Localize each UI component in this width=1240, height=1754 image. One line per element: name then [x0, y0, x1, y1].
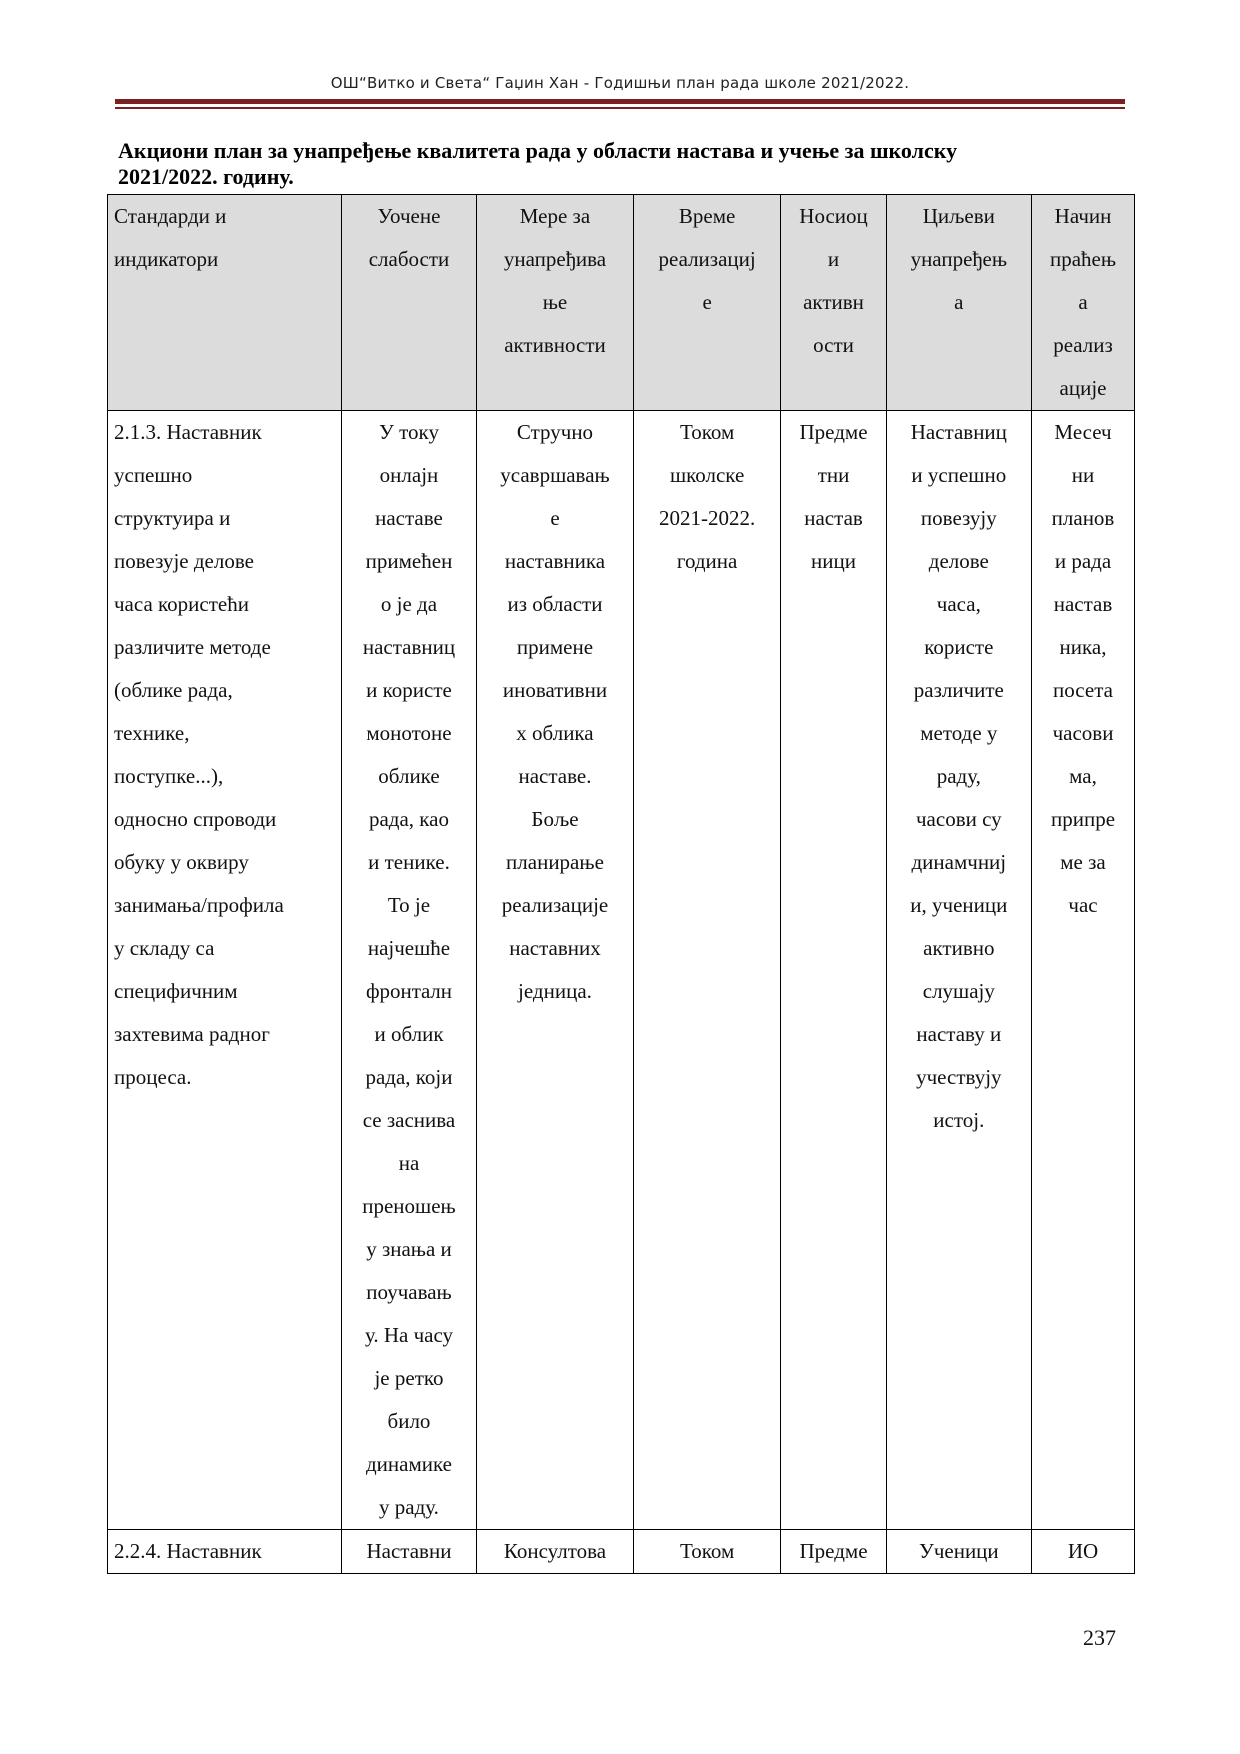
cell-line: преношењ: [362, 1194, 456, 1218]
header-cell-line: Носиоц: [799, 204, 868, 228]
header-cell-improvement-goals: [886, 195, 1031, 411]
cell-line: настав: [1053, 592, 1113, 616]
cell-line: часови: [1052, 721, 1114, 745]
header-cell-realization-time: [633, 195, 781, 411]
header-rule-thick: [115, 99, 1125, 104]
cell-line: занимања/профила: [114, 893, 284, 917]
cell-observed-weaknesses: [341, 411, 476, 1530]
cell-line: 2021-2022.: [658, 506, 756, 530]
cell-line: иновативни: [502, 678, 608, 702]
header-cell-line: а: [1078, 290, 1088, 314]
cell-line: различите методе: [114, 635, 271, 659]
cell-line: различите: [913, 678, 1004, 702]
header-cell-line: унапређењ: [910, 247, 1008, 271]
header-cell-line: праћењ: [1049, 247, 1117, 271]
cell-line: наставу и: [916, 1022, 1002, 1046]
cell-line: (облике рада,: [114, 678, 233, 702]
cell-line: Консултова: [503, 1539, 607, 1563]
cell-line: ма,: [1069, 764, 1097, 788]
cell-line: онлајн: [379, 463, 439, 487]
cell-line: обуку у оквиру: [114, 850, 249, 874]
cell-line: настав: [804, 506, 863, 530]
cell-line: активно: [923, 936, 995, 960]
cell-line: ме за: [1060, 850, 1106, 874]
cell-line: поступке...),: [114, 764, 224, 788]
cell-line: планирање: [506, 850, 604, 874]
header-rule-thin: [115, 107, 1125, 109]
cell-line: наставе: [375, 506, 443, 530]
cell-line: у. На часу: [364, 1323, 454, 1347]
header-cell-line: и: [827, 247, 840, 271]
cell-line: наставниц: [362, 635, 456, 659]
header-cell-line: Циљеви: [922, 204, 995, 228]
cell-line: рада, као: [368, 807, 450, 831]
cell-line: Ученици: [918, 1539, 999, 1563]
cell-line: ИО: [1067, 1539, 1099, 1563]
header-cell-line: реализ: [1053, 333, 1113, 357]
cell-line: структуира и: [114, 506, 231, 530]
cell-line: у раду.: [379, 1495, 439, 1519]
cell-line: и тенике.: [368, 850, 450, 874]
cell-line: усавршавањ: [500, 463, 610, 487]
cell-line: Током: [679, 1539, 735, 1563]
cell-line: повезују: [920, 506, 997, 530]
cell-line: припре: [1050, 807, 1116, 831]
cell-line: наставних: [509, 936, 601, 960]
cell-responsible-persons: [781, 1530, 886, 1574]
header-cell-line: слабости: [368, 247, 450, 271]
header-cell-line: индикатори: [114, 247, 219, 271]
cell-line: захтевима радног: [114, 1022, 270, 1046]
cell-line: часа,: [936, 592, 981, 616]
cell-realization-time: [633, 411, 781, 1530]
header-cell-line: Време: [678, 204, 736, 228]
header-cell-line: активности: [504, 333, 606, 357]
cell-line: Предме: [799, 420, 868, 444]
cell-line: година: [676, 549, 738, 573]
table-header-row: [108, 195, 1135, 411]
cell-line: То је: [387, 893, 431, 917]
cell-line: у складу са: [114, 936, 215, 960]
header-cell-line: е: [702, 290, 712, 314]
cell-standards-indicators: [108, 411, 342, 1530]
header-cell-line: Стандарди и: [114, 204, 227, 228]
cell-line: и облик: [374, 1022, 444, 1046]
cell-line: методе у: [920, 721, 998, 745]
cell-monitoring-method: [1032, 1530, 1135, 1574]
cell-line: на: [398, 1151, 420, 1175]
header-cell-observed-weaknesses: [341, 195, 476, 411]
cell-line: истој.: [933, 1108, 985, 1132]
document-title-line-1: Акциони план за унапређење квалитета рада у области настава и учење за школску: [118, 138, 958, 163]
cell-line: е: [550, 506, 560, 530]
header-cell-line: ости: [813, 333, 854, 357]
cell-line: Предме: [799, 1539, 868, 1563]
header-cell-line: активн: [803, 290, 864, 314]
cell-line: наставе.: [518, 764, 592, 788]
cell-line: примене: [516, 635, 594, 659]
cell-standards-indicators: [108, 1530, 342, 1574]
cell-line: реализације: [501, 893, 609, 917]
header-cell-line: ације: [1059, 376, 1107, 400]
cell-line: једница.: [518, 979, 592, 1003]
cell-line: х облика: [516, 721, 594, 745]
cell-line: динамике: [365, 1452, 452, 1476]
header-cell-line: Мере за: [519, 204, 591, 228]
header-cell-improvement-measures: [477, 195, 634, 411]
cell-line: и, ученици: [910, 893, 1008, 917]
header-cell-line: а: [954, 290, 964, 314]
cell-line: посета: [1053, 678, 1113, 702]
cell-line: користе: [924, 635, 994, 659]
running-header: ОШ“Витко и Света“ Гаџин Хан - Годишњи план рада школе 2021/2022.: [330, 74, 910, 92]
cell-responsible-persons: [781, 411, 886, 1530]
cell-line: монотоне: [366, 721, 452, 745]
table-row: [108, 411, 1135, 1530]
cell-line: било: [387, 1409, 431, 1433]
cell-line: поучавањ: [366, 1280, 452, 1304]
cell-line: о је да: [380, 592, 438, 616]
cell-line: 2.1.3. Наставник: [114, 420, 262, 444]
cell-line: Током: [679, 420, 735, 444]
cell-line: учествују: [916, 1065, 1002, 1089]
cell-line: Боље: [531, 807, 579, 831]
cell-line: се заснива: [362, 1108, 456, 1132]
cell-improvement-measures: [477, 411, 634, 1530]
header-cell-line: ње: [542, 290, 568, 314]
cell-line: и рада: [1054, 549, 1112, 573]
table-row: [108, 1530, 1135, 1574]
cell-line: односно спроводи: [114, 807, 277, 831]
cell-line: Стручно: [516, 420, 594, 444]
cell-observed-weaknesses: [341, 1530, 476, 1574]
cell-realization-time: [633, 1530, 781, 1574]
cell-line: специфичним: [114, 979, 238, 1003]
cell-improvement-goals: [886, 1530, 1031, 1574]
header-cell-line: унапређива: [503, 247, 607, 271]
cell-line: Наставни: [366, 1539, 452, 1563]
cell-line: динамчниј: [911, 850, 1007, 874]
cell-line: раду,: [936, 764, 981, 788]
cell-line: примећен: [365, 549, 453, 573]
cell-monitoring-method: [1032, 411, 1135, 1530]
cell-line: рада, који: [365, 1065, 453, 1089]
cell-line: фронтaлн: [365, 979, 453, 1003]
cell-line: наставника: [504, 549, 606, 573]
header-cell-line: реализациј: [658, 247, 756, 271]
cell-improvement-measures: [477, 1530, 634, 1574]
cell-improvement-goals: [886, 411, 1031, 1530]
cell-line: процеса.: [114, 1065, 192, 1089]
document-title-line-2: 2021/2022. годину.: [118, 164, 294, 189]
document-title: [118, 138, 1118, 190]
cell-line: 2.2.4. Наставник: [114, 1539, 262, 1563]
cell-line: планов: [1051, 506, 1115, 530]
cell-line: повезује делове: [114, 549, 254, 573]
cell-line: и успешно: [911, 463, 1007, 487]
cell-line: тни: [817, 463, 850, 487]
cell-line: Наставниц: [910, 420, 1007, 444]
cell-line: делове: [928, 549, 989, 573]
page-number: 237: [1083, 1625, 1116, 1650]
header-cell-monitoring-method: [1032, 195, 1135, 411]
cell-line: слушају: [922, 979, 995, 1003]
header-cell-standards-indicators: [108, 195, 342, 411]
header-cell-line: Уочене: [377, 204, 441, 228]
cell-line: ни: [1071, 463, 1095, 487]
cell-line: часови су: [915, 807, 1002, 831]
cell-line: Месеч: [1054, 420, 1112, 444]
cell-line: и користе: [366, 678, 452, 702]
cell-line: школске: [669, 463, 745, 487]
header-cell-line: Начин: [1054, 204, 1112, 228]
cell-line: технике,: [114, 721, 190, 745]
cell-line: је ретко: [374, 1366, 444, 1390]
cell-line: најчешће: [367, 936, 451, 960]
header-cell-responsible-persons: [781, 195, 886, 411]
cell-line: успешно: [114, 463, 193, 487]
cell-line: ника,: [1059, 635, 1107, 659]
cell-line: У току: [379, 420, 439, 444]
cell-line: часа користећи: [114, 592, 249, 616]
action-plan-table: [107, 194, 1135, 1574]
cell-line: у знања и: [366, 1237, 452, 1261]
cell-line: из области: [507, 592, 603, 616]
cell-line: час: [1068, 893, 1098, 917]
cell-line: облике: [378, 764, 440, 788]
cell-line: ници: [811, 549, 856, 573]
